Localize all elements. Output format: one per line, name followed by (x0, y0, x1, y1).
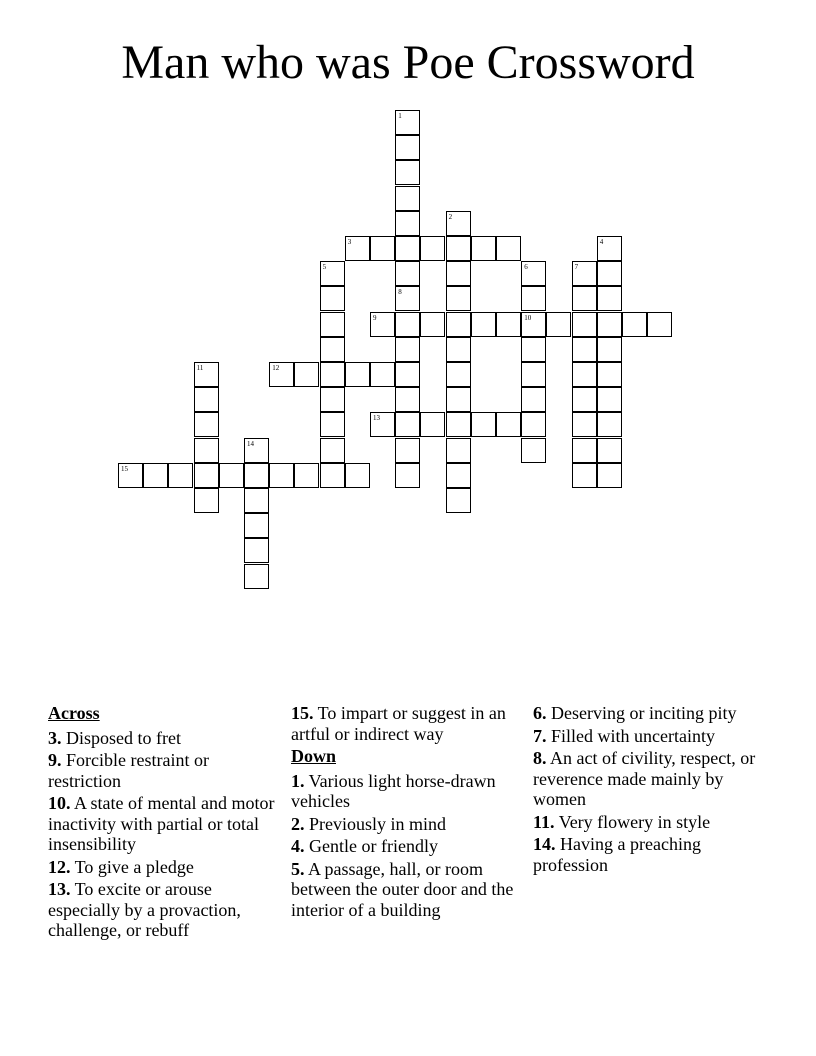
grid-cell[interactable] (597, 312, 622, 337)
clue-number: 2 (448, 212, 453, 221)
grid-cell[interactable] (420, 312, 445, 337)
grid-cell[interactable] (345, 463, 370, 488)
grid-cell[interactable] (572, 412, 597, 437)
grid-cell[interactable] (395, 110, 420, 135)
grid-cell[interactable] (370, 412, 395, 437)
grid-cell[interactable] (244, 538, 269, 563)
grid-cell[interactable] (446, 488, 471, 513)
grid-cell[interactable] (446, 412, 471, 437)
clue-down-7: 7. Filled with uncertainty (533, 725, 715, 746)
grid-cell[interactable] (395, 135, 420, 160)
grid-cell[interactable] (597, 463, 622, 488)
grid-cell[interactable] (395, 211, 420, 236)
page-title: Man who was Poe Crossword (121, 36, 695, 89)
clue-across-3: 3. Disposed to fret (48, 727, 181, 748)
grid-cell[interactable] (395, 236, 420, 261)
clue-number: 14 (247, 439, 254, 448)
grid-cell[interactable] (471, 312, 496, 337)
grid-cell[interactable] (294, 362, 319, 387)
grid-cell[interactable] (647, 312, 672, 337)
grid-cell[interactable] (446, 438, 471, 463)
clue-across-10: 10. A state of mental and motor inactivity with partial or total insensibility (48, 793, 275, 854)
grid-cell[interactable] (622, 312, 647, 337)
grid-cell[interactable] (521, 387, 546, 412)
grid-cell[interactable] (521, 362, 546, 387)
clue-number: 7 (574, 263, 579, 272)
clue-number: 4 (599, 238, 604, 246)
grid-cell[interactable] (320, 261, 345, 286)
grid-cell[interactable] (446, 211, 471, 236)
clue-number: 8 (398, 288, 402, 297)
clue-number: 11 (196, 364, 204, 372)
grid-cell[interactable] (446, 362, 471, 387)
grid-cell[interactable] (471, 412, 496, 437)
grid-cell[interactable] (320, 312, 345, 337)
grid-cell[interactable] (320, 286, 345, 311)
grid-cell[interactable] (572, 337, 597, 362)
grid-cell[interactable] (244, 564, 269, 589)
grid-cell[interactable] (546, 312, 571, 337)
clue-number: 13 (373, 414, 380, 423)
grid-cell[interactable] (244, 463, 269, 488)
across-heading: Across (48, 703, 100, 723)
grid-cell[interactable] (370, 362, 395, 387)
clue-number: 5 (322, 263, 327, 272)
grid-cell[interactable] (521, 261, 546, 286)
grid-cell[interactable] (597, 236, 622, 261)
grid-cell[interactable] (597, 438, 622, 463)
grid-cell[interactable] (471, 236, 496, 261)
grid-cell[interactable] (395, 261, 420, 286)
grid-cell[interactable] (244, 513, 269, 538)
clue-number: 3 (347, 238, 352, 246)
grid-cell[interactable] (168, 463, 193, 488)
grid-cell[interactable] (320, 387, 345, 412)
clue-across-9: 9. Forcible restraint or restriction (48, 750, 209, 791)
grid-cell[interactable] (496, 412, 521, 437)
grid-cell[interactable] (521, 337, 546, 362)
clue-number: 10 (524, 313, 532, 322)
clues-column-2 (291, 703, 527, 922)
grid-cell[interactable] (294, 463, 319, 488)
grid-cell[interactable] (521, 286, 546, 311)
grid-cell[interactable] (395, 286, 420, 311)
clue-down-11: 11. Very flowery in style (533, 811, 711, 832)
grid-cell[interactable] (395, 387, 420, 412)
grid-cell[interactable] (572, 463, 597, 488)
grid-cell[interactable] (446, 463, 471, 488)
grid-cell[interactable] (395, 412, 420, 437)
grid-cell[interactable] (572, 261, 597, 286)
grid-cell[interactable] (597, 337, 622, 362)
clue-down-6: 6. Deserving or inciting pity (533, 703, 737, 723)
grid-cell[interactable] (446, 312, 471, 337)
grid-cell[interactable] (269, 463, 294, 488)
grid-cell[interactable] (320, 463, 345, 488)
clue-number: 9 (373, 313, 377, 322)
clue-number: 6 (524, 263, 528, 272)
clue-down-14: 14. Having a preaching profession (533, 834, 701, 875)
grid-cell[interactable] (395, 362, 420, 387)
grid-cell[interactable] (446, 387, 471, 412)
clue-down-1: 1. Various light horse-drawn vehicles (291, 770, 496, 811)
grid-cell[interactable] (194, 438, 219, 463)
grid-cell[interactable] (446, 261, 471, 286)
clue-down-8: 8. An act of civility, respect, or reverence made mainly by women (533, 748, 756, 809)
grid-cell[interactable] (521, 412, 546, 437)
clue-down-2: 2. Previously in mind (291, 813, 447, 834)
grid-cell[interactable] (320, 438, 345, 463)
grid-cell[interactable] (194, 488, 219, 513)
grid-cell[interactable] (345, 236, 370, 261)
clues-column-1 (48, 703, 284, 943)
grid-cell[interactable] (521, 438, 546, 463)
grid-cell[interactable] (345, 362, 370, 387)
grid-cell[interactable] (118, 463, 143, 488)
grid-cell[interactable] (395, 160, 420, 185)
grid-cell[interactable] (521, 312, 546, 337)
grid-cell[interactable] (395, 337, 420, 362)
grid-cell[interactable] (572, 286, 597, 311)
grid-cell[interactable] (320, 362, 345, 387)
grid-cell[interactable] (572, 438, 597, 463)
grid-cell[interactable] (194, 387, 219, 412)
grid-cell[interactable] (320, 412, 345, 437)
grid-cell[interactable] (194, 362, 219, 387)
clue-across-12: 12. To give a pledge (48, 856, 194, 877)
grid-cell[interactable] (597, 362, 622, 387)
grid-cell[interactable] (395, 186, 420, 211)
clue-number: 12 (272, 364, 280, 372)
grid-cell[interactable] (420, 412, 445, 437)
grid-cell[interactable] (395, 463, 420, 488)
grid-cell[interactable] (572, 312, 597, 337)
grid-cell[interactable] (446, 286, 471, 311)
grid-cell[interactable] (194, 463, 219, 488)
clue-number: 15 (121, 464, 128, 473)
clue-across-13: 13. To excite or arouse especially by a provaction, challenge, or rebuff (48, 879, 241, 940)
grid-cell[interactable] (572, 387, 597, 412)
grid-cell[interactable] (446, 236, 471, 261)
clues-column-3 (533, 703, 769, 877)
grid-cell[interactable] (395, 438, 420, 463)
clue-down-5: 5. A passage, hall, or room between the outer door and the interior of a building (291, 858, 514, 920)
grid-cell[interactable] (597, 261, 622, 286)
grid-cell[interactable] (446, 337, 471, 362)
grid-cell[interactable] (320, 337, 345, 362)
grid-cell[interactable] (244, 488, 269, 513)
clue-across-15: 15. To impart or suggest in an artful or indirect way (291, 703, 506, 744)
grid-cell[interactable] (269, 362, 294, 387)
grid-cell[interactable] (395, 312, 420, 337)
grid-cell[interactable] (143, 463, 168, 488)
grid-cell[interactable] (597, 412, 622, 437)
grid-cell[interactable] (219, 463, 244, 488)
grid-cell[interactable] (420, 236, 445, 261)
clue-down-4: 4. Gentle or friendly (291, 836, 438, 856)
grid-cell[interactable] (572, 362, 597, 387)
grid-cell[interactable] (244, 438, 269, 463)
grid-cell[interactable] (370, 312, 395, 337)
grid-cell[interactable] (496, 236, 521, 261)
clue-number: 1 (398, 112, 402, 120)
grid-cell[interactable] (194, 412, 219, 437)
down-heading: Down (291, 746, 337, 766)
grid-cell[interactable] (597, 387, 622, 412)
grid-cell[interactable] (370, 236, 395, 261)
grid-cell[interactable] (496, 312, 521, 337)
grid-cell[interactable] (597, 286, 622, 311)
